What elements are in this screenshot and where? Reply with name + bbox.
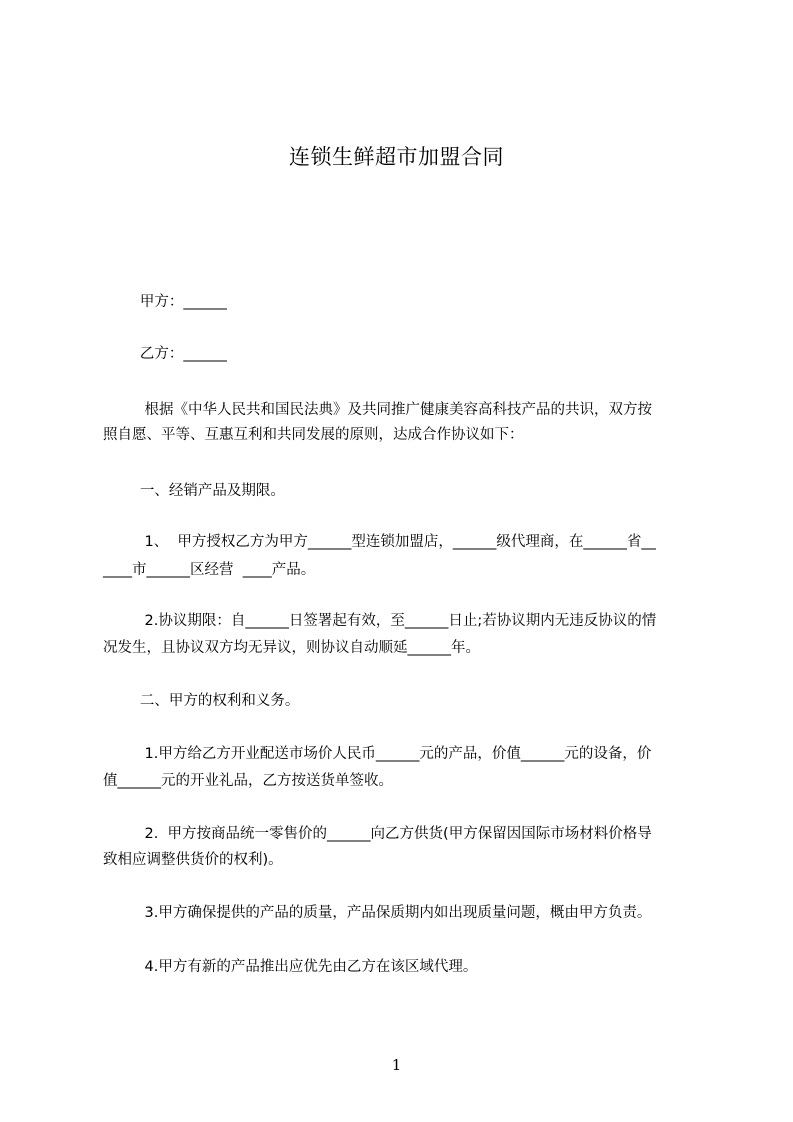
clause-2-3-line: 3.甲方确保提供的产品的质量，产品保质期内如出现质量问题，概由甲方负责。 [103,905,652,921]
document-title: 连锁生鲜超市加盟合同 [289,145,504,169]
clause-1-1-line-2: ____市______区经营 ____产品。 [103,562,316,578]
clause-2-4-line: 4.甲方有新的产品推出应优先由乙方在该区域代理。 [103,959,478,975]
clause-1-2-line-2: 况发生，且协议双方均无异议，则协议自动顺延______年。 [103,640,480,656]
page-number: 1 [391,1056,402,1074]
preamble-line-2: 照自愿、平等、互惠互利和共同发展的原则，达成合作协议如下： [103,427,524,443]
section-2-heading: 二、甲方的权利和义务。 [103,693,300,709]
clause-2-2-line-2: 致相应调整供货价的权利)。 [103,852,283,868]
clause-2-1-line-2: 值______元的开业礼品，乙方按送货单签收。 [103,773,393,789]
section-1-heading: 一、经销产品及期限。 [103,483,285,499]
clause-1-2-line-1: 2.协议期限：自______日签署起有效，至______日止;若协议期内无违反协议的情 [103,613,657,629]
clause-1-1-line-1: 1、 甲方授权乙方为甲方______型连锁加盟店，______级代理商，在______省__ [103,534,656,550]
clause-2-1-line-1: 1.甲方给乙方开业配送市场价人民币______元的产品，价值______元的设备，价 [103,746,652,762]
clause-2-2-line-1: 2. 甲方按商品统一零售价的______向乙方供货(甲方保留因国际市场材料价格导 [103,826,652,842]
party-b-line: 乙方：______ [103,346,227,362]
preamble-line-1: 根据《中华人民共和国民法典》及共同推广健康美容高科技产品的共识，双方按 [103,402,652,418]
party-a-line: 甲方：______ [103,294,227,310]
